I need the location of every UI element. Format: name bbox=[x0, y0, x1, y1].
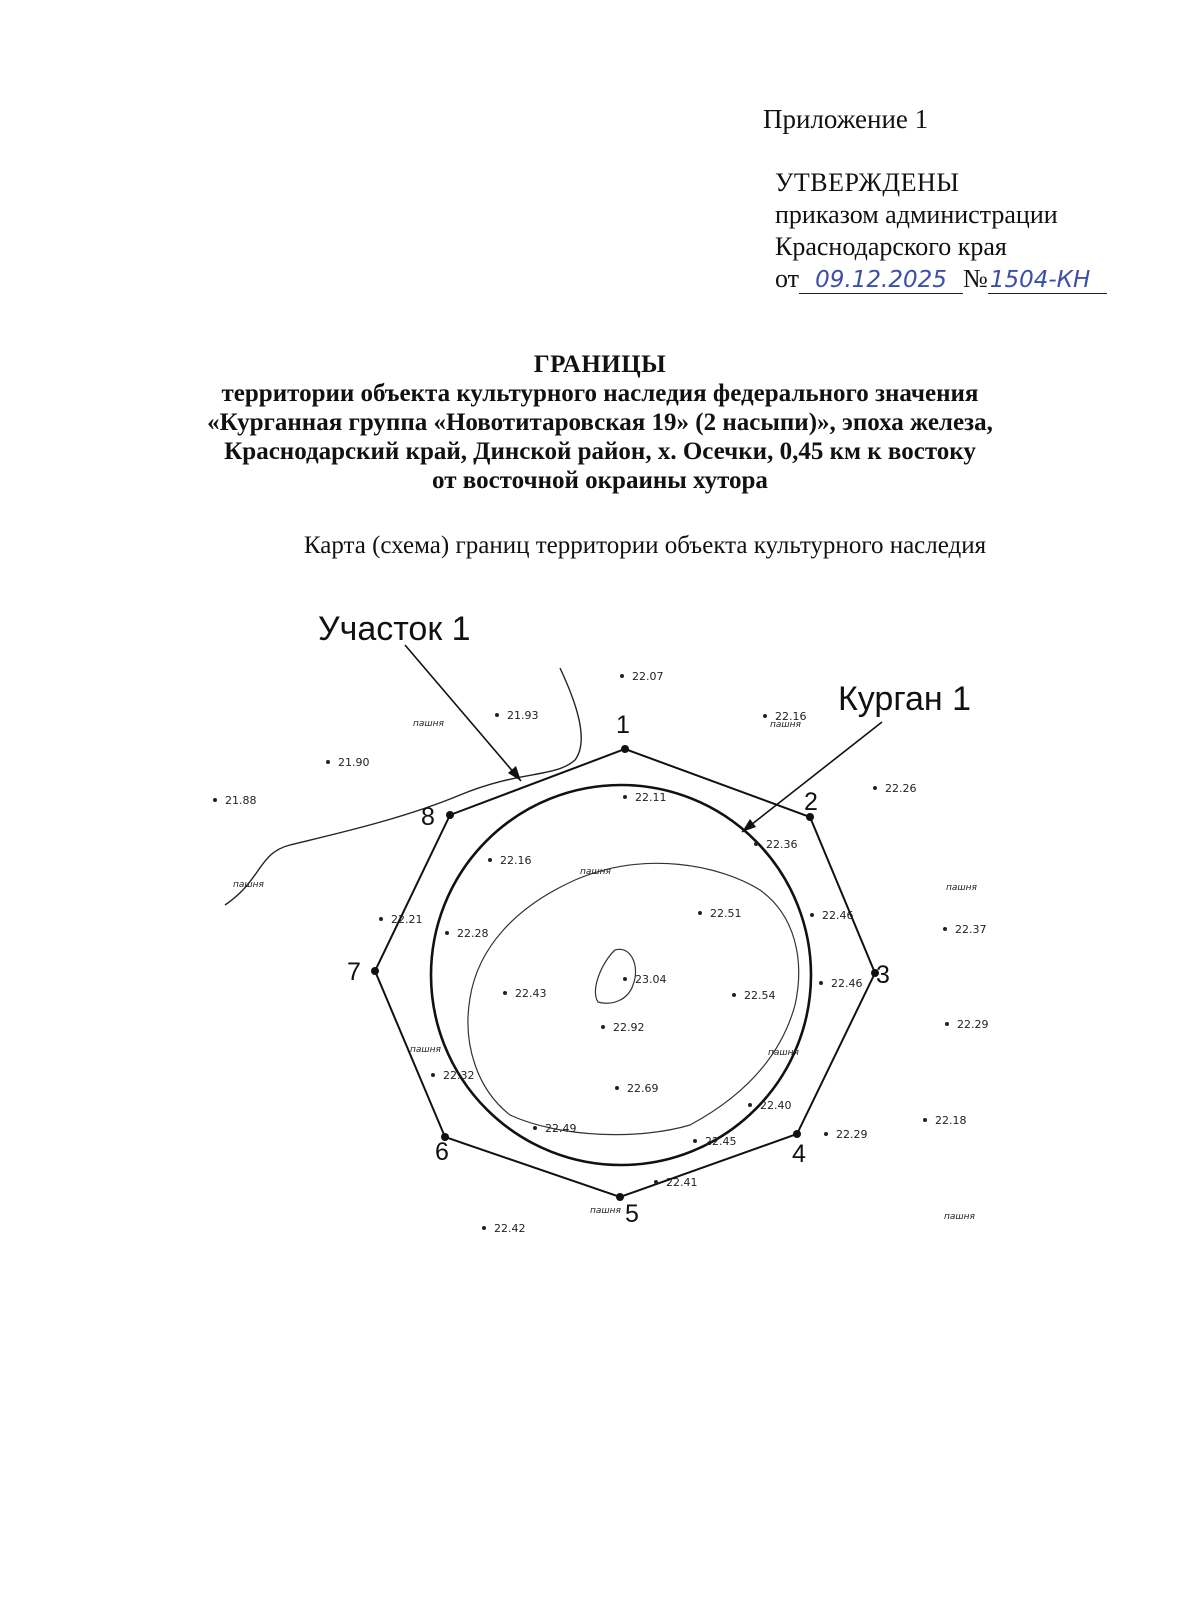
elevation-point bbox=[763, 714, 767, 718]
mound-label: Курган 1 bbox=[838, 680, 972, 718]
title-main: ГРАНИЦЫ bbox=[533, 351, 667, 378]
elevation-label: 23.04 bbox=[635, 973, 667, 986]
elevation-label: 22.69 bbox=[627, 1082, 659, 1095]
elevation-point bbox=[623, 795, 627, 799]
plot-label: Участок 1 bbox=[318, 610, 471, 648]
order-line-2: Краснодарского края bbox=[775, 232, 1007, 261]
elevation-label: 22.32 bbox=[443, 1069, 475, 1082]
elevation-points bbox=[213, 670, 989, 1235]
elevation-point bbox=[445, 931, 449, 935]
elevation-label: 22.42 bbox=[494, 1222, 526, 1235]
from-prefix: от bbox=[775, 264, 800, 293]
elevation-point bbox=[754, 842, 758, 846]
elevation-label: 22.21 bbox=[391, 913, 423, 926]
elevation-point bbox=[601, 1025, 605, 1029]
elevation-label: 21.90 bbox=[338, 756, 370, 769]
elevation-label: 22.11 bbox=[635, 791, 667, 804]
elevation-label: 22.18 bbox=[935, 1114, 967, 1127]
vertex-label-7: 7 bbox=[347, 958, 361, 986]
elevation-label: 22.28 bbox=[457, 927, 489, 940]
elevation-label: 22.41 bbox=[666, 1176, 698, 1189]
elevation-label: 22.49 bbox=[545, 1122, 577, 1135]
field-label: пашня bbox=[768, 1048, 799, 1058]
elevation-label: 22.54 bbox=[744, 989, 776, 1002]
vertex-label-5: 5 bbox=[625, 1200, 639, 1228]
field-label: пашня bbox=[580, 867, 611, 877]
elevation-point bbox=[923, 1118, 927, 1122]
field-label: пашня bbox=[590, 1206, 621, 1216]
elevation-label: 22.43 bbox=[515, 987, 547, 1000]
elevation-label: 22.40 bbox=[760, 1099, 792, 1112]
order-line-1: приказом администрации bbox=[775, 200, 1058, 229]
handwritten-number: 1504-КН bbox=[988, 267, 1107, 294]
mound-arrow-head bbox=[742, 819, 756, 832]
elevation-point bbox=[533, 1126, 537, 1130]
elevation-point bbox=[615, 1086, 619, 1090]
map-subtitle: Карта (схема) границ территории объекта культурного наследия bbox=[303, 532, 987, 559]
elevation-point bbox=[945, 1022, 949, 1026]
elevation-point bbox=[810, 913, 814, 917]
elevation-label: 22.36 bbox=[766, 838, 798, 851]
elevation-label: 21.93 bbox=[507, 709, 539, 722]
elevation-point bbox=[620, 674, 624, 678]
elevation-label: 21.88 bbox=[225, 794, 257, 807]
vertex-label-2: 2 bbox=[804, 788, 818, 816]
approved-heading: УТВЕРЖДЕНЫ bbox=[775, 168, 960, 197]
number-sign: № bbox=[963, 264, 988, 293]
elevation-point bbox=[873, 786, 877, 790]
vertex-label-4: 4 bbox=[792, 1140, 806, 1168]
field-label: пашня bbox=[946, 883, 977, 893]
elevation-point bbox=[693, 1139, 697, 1143]
elevation-point bbox=[488, 858, 492, 862]
elevation-point bbox=[213, 798, 217, 802]
title-line-2: «Курганная группа «Новотитаровская 19» (2 насыпи)», эпоха железа, bbox=[207, 409, 993, 436]
elevation-point bbox=[623, 977, 627, 981]
elevation-point bbox=[819, 981, 823, 985]
field-label: пашня bbox=[413, 719, 444, 729]
elevation-point bbox=[698, 911, 702, 915]
elevation-label: 22.16 bbox=[775, 710, 807, 723]
title-line-4: от восточной окраины хутора bbox=[432, 467, 768, 494]
plot-arrow bbox=[405, 645, 521, 781]
elevation-point bbox=[495, 713, 499, 717]
elevation-point bbox=[748, 1103, 752, 1107]
elevation-point bbox=[431, 1073, 435, 1077]
elevation-label: 22.46 bbox=[822, 909, 854, 922]
vertex-label-1: 1 bbox=[616, 711, 630, 739]
elevation-label: 22.37 bbox=[955, 923, 987, 936]
approval-block bbox=[775, 167, 1107, 295]
vertex-label-8: 8 bbox=[421, 803, 435, 831]
document-title bbox=[0, 350, 1200, 495]
elevation-label: 22.51 bbox=[710, 907, 742, 920]
elevation-label: 22.45 bbox=[705, 1135, 737, 1148]
elevation-point bbox=[824, 1132, 828, 1136]
vertex-label-3: 3 bbox=[876, 961, 890, 989]
order-date-number-line bbox=[775, 263, 1107, 295]
elevation-label: 22.16 bbox=[500, 854, 532, 867]
elevation-point bbox=[379, 917, 383, 921]
elevation-label: 22.46 bbox=[831, 977, 863, 990]
elevation-label: 22.07 bbox=[632, 670, 664, 683]
vertex-label-6: 6 bbox=[435, 1138, 449, 1166]
elevation-label: 22.26 bbox=[885, 782, 917, 795]
summit-contour bbox=[595, 949, 635, 1003]
title-line-1: территории объекта культурного наследия федерального значения bbox=[221, 380, 979, 407]
elevation-point bbox=[326, 760, 330, 764]
mound-circle bbox=[431, 785, 811, 1165]
elevation-point bbox=[943, 927, 947, 931]
elevation-label: 22.29 bbox=[836, 1128, 868, 1141]
elevation-point bbox=[503, 991, 507, 995]
elevation-label: 22.29 bbox=[957, 1018, 989, 1031]
field-label: пашня bbox=[410, 1045, 441, 1055]
boundary-map bbox=[0, 580, 1200, 1280]
field-label: пашня bbox=[233, 880, 264, 890]
field-label: пашня bbox=[770, 720, 801, 730]
elevation-point bbox=[732, 993, 736, 997]
elevation-point bbox=[482, 1226, 486, 1230]
elevation-label: 22.92 bbox=[613, 1021, 645, 1034]
handwritten-date: 09.12.2025 bbox=[799, 267, 963, 294]
field-label: пашня bbox=[944, 1212, 975, 1222]
title-line-3: Краснодарский край, Динской район, х. Осечки, 0,45 км к востоку bbox=[224, 438, 976, 465]
elevation-point bbox=[654, 1180, 658, 1184]
appendix-label: Приложение 1 bbox=[763, 104, 929, 134]
